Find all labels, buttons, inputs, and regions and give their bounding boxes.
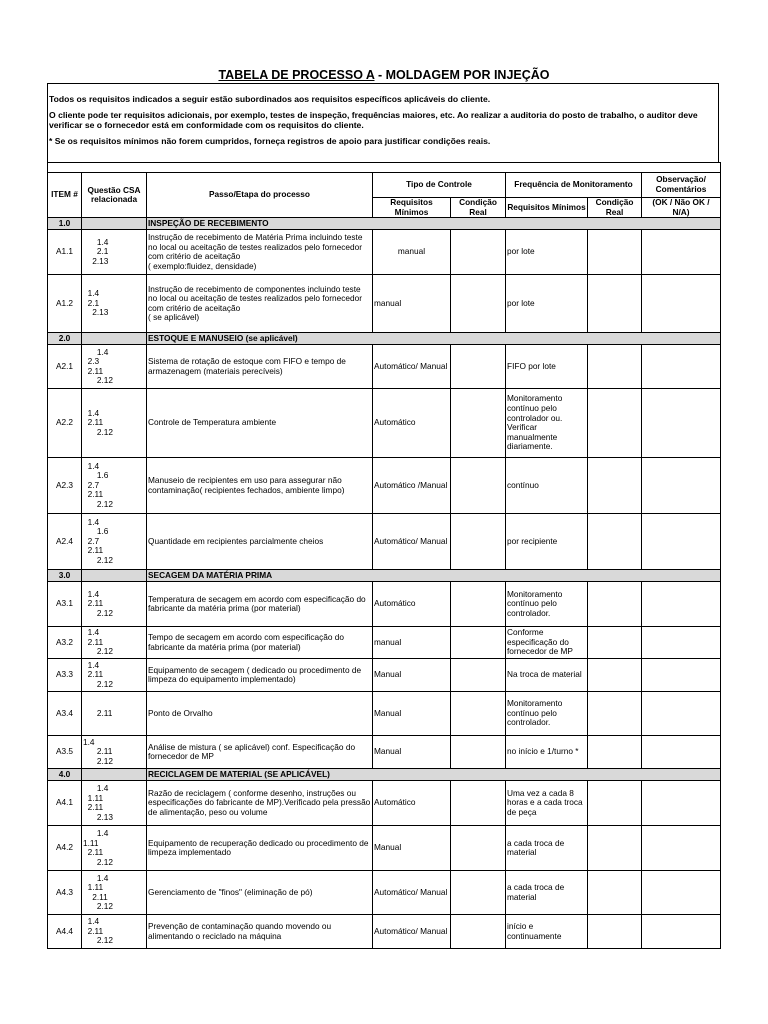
csa-question [82, 275, 147, 333]
section-number: 4.0 [48, 769, 82, 781]
observation-cell[interactable] [642, 736, 721, 769]
control-type-real[interactable] [451, 458, 506, 514]
process-step-text: Manuseio de recipientes em uso para assegurar não contaminação( recipientes fechados, ambiente limpo) [148, 475, 345, 495]
csa-question-text: 2.11 [83, 707, 113, 718]
control-type-min: manual [373, 275, 451, 333]
section-spacer [82, 333, 147, 345]
process-step [147, 736, 373, 769]
csa-question [82, 915, 147, 949]
csa-question [82, 389, 147, 458]
observation-cell[interactable] [642, 275, 721, 333]
section-number: 2.0 [48, 333, 82, 345]
process-step-text: Instrução de recebimento de componentes incluindo teste no local ou aceitação de testes realizados pelo fornecedor com critério de aceitação ( se aplicável) [148, 283, 363, 323]
csa-question [82, 345, 147, 389]
frequency-min: a cada troca de material [506, 871, 588, 915]
table-row [48, 230, 721, 275]
control-type-min: Manual [373, 826, 451, 871]
observation-cell[interactable] [642, 582, 721, 627]
frequency-real[interactable] [588, 230, 642, 275]
control-type-real[interactable] [451, 692, 506, 736]
process-step [147, 915, 373, 949]
csa-question-text: 1.4 2.11 2.12 [87, 627, 113, 657]
frequency-real[interactable] [588, 826, 642, 871]
header-ok: (OK / Não OK / N/A) [642, 198, 721, 218]
control-type-real[interactable] [451, 736, 506, 769]
csa-question [82, 736, 147, 769]
header-obs: Observação/ Comentários [642, 173, 721, 198]
frequency-real[interactable] [588, 345, 642, 389]
item-id: A3.2 [48, 627, 82, 659]
frequency-real[interactable] [588, 736, 642, 769]
section-spacer [82, 769, 147, 781]
process-step-text: Instrução de recebimento de Matéria Prima incluindo teste no local ou aceitação de testes realizados pelo fornecedor com critério de aceitação ( exemplo:fluidez, densidade) [148, 232, 363, 271]
csa-question-text: 1.4 2.11 2.12 [87, 916, 113, 946]
control-type-real[interactable] [451, 781, 506, 826]
header-passo: Passo/Etapa do processo [147, 173, 373, 218]
csa-question [82, 692, 147, 736]
process-step [147, 627, 373, 659]
section-title: ESTOQUE E MANUSEIO (se aplicável) [147, 333, 721, 345]
frequency-real[interactable] [588, 514, 642, 570]
item-id: A4.1 [48, 781, 82, 826]
table-row [48, 871, 721, 915]
observation-cell[interactable] [642, 230, 721, 275]
table-row [48, 345, 721, 389]
control-type-min: manual [373, 627, 451, 659]
control-type-real[interactable] [451, 230, 506, 275]
header-freq: Frequência de Monitoramento [506, 173, 642, 198]
process-step [147, 230, 373, 275]
process-step [147, 781, 373, 826]
process-step [147, 692, 373, 736]
control-type-real[interactable] [451, 826, 506, 871]
observation-cell[interactable] [642, 781, 721, 826]
spacer-row [48, 163, 721, 173]
header-tipo: Tipo de Controle [373, 173, 506, 198]
item-id: A2.3 [48, 458, 82, 514]
section-spacer [82, 570, 147, 582]
frequency-min: por lote [506, 275, 588, 333]
control-type-min: Automático/ Manual [373, 915, 451, 949]
observation-cell[interactable] [642, 871, 721, 915]
csa-question-text: 1.4 1.6 2.7 2.11 2.12 [87, 516, 113, 566]
table-row [48, 389, 721, 458]
observation-cell[interactable] [642, 826, 721, 871]
control-type-min: Automático /Manual [373, 458, 451, 514]
header-req-min-freq: Requisitos Mínimos [506, 198, 588, 218]
control-type-min: Automático/ Manual [373, 345, 451, 389]
csa-question [82, 230, 147, 275]
observation-cell[interactable] [642, 915, 721, 949]
csa-question-text: 1.4 1.11 2.11 2.12 [83, 828, 113, 867]
section-number: 3.0 [48, 570, 82, 582]
frequency-min: contínuo [506, 458, 588, 514]
header-cond-real-freq: Condição Real [588, 198, 642, 218]
csa-question-text: 1.4 2.11 2.12 [87, 588, 113, 618]
process-step [147, 659, 373, 692]
table-row [48, 582, 721, 627]
control-type-real[interactable] [451, 389, 506, 458]
frequency-real[interactable] [588, 659, 642, 692]
frequency-real[interactable] [588, 692, 642, 736]
process-step-text: Gerenciamento de "finos" (eliminação de pó) [148, 886, 313, 897]
csa-question-text: 1.4 1.11 2.11 2.12 [87, 872, 113, 912]
process-step [147, 458, 373, 514]
table-row [48, 627, 721, 659]
process-step-text: Equipamento de secagem ( dedicado ou procedimento de limpeza do equipamento implementado) [148, 664, 362, 685]
item-id: A3.4 [48, 692, 82, 736]
header-item: ITEM # [48, 173, 82, 218]
csa-question [82, 659, 147, 692]
process-step [147, 871, 373, 915]
csa-question [82, 627, 147, 659]
observation-cell[interactable] [642, 692, 721, 736]
process-step-text: Equipamento de recuperação dedicado ou procedimento de limpeza implementado [148, 837, 369, 858]
csa-question [82, 871, 147, 915]
header-questao: Questão CSA relacionada [82, 173, 147, 218]
observation-cell[interactable] [642, 514, 721, 570]
frequency-real[interactable] [588, 582, 642, 627]
process-step-text: Razão de reciclagem ( conforme desenho, instruções ou especificações do fabricante de MP).Verificado pela pressão de alimentação, peso ou volume [148, 787, 371, 817]
table-row [48, 915, 721, 949]
csa-question [82, 826, 147, 871]
header-cond-real: Condição Real [451, 198, 506, 218]
process-step-text: Tempo de secagem em acordo com especificação do fabricante da matéria prima (por material) [148, 632, 345, 652]
table-row [48, 458, 721, 514]
control-type-real[interactable] [451, 659, 506, 692]
table-row [48, 781, 721, 826]
frequency-real[interactable] [588, 389, 642, 458]
header-row-1 [48, 173, 721, 198]
frequency-min: início e continuamente [506, 915, 588, 949]
intro-paragraph-1: Todos os requisitos indicados a seguir estão subordinados aos requisitos específicos aplicáveis do cliente. [49, 94, 491, 104]
control-type-real[interactable] [451, 582, 506, 627]
observation-cell[interactable] [642, 627, 721, 659]
csa-question-text: 1.4 1.6 2.7 2.11 2.12 [87, 460, 113, 510]
item-id: A3.3 [48, 659, 82, 692]
control-type-min: Manual [373, 659, 451, 692]
frequency-min: Monitoramento contínuo pelo controlador. [506, 582, 588, 627]
section-row [48, 570, 721, 582]
csa-question-text: 1.4 2.1 2.13 [92, 236, 109, 266]
intro-box [47, 83, 719, 162]
frequency-real[interactable] [588, 627, 642, 659]
intro-paragraph-3: * Se os requisitos mínimos não forem cumpridos, forneça registros de apoio para justificar condições reais. [49, 136, 491, 146]
observation-cell[interactable] [642, 458, 721, 514]
process-step [147, 345, 373, 389]
process-step [147, 389, 373, 458]
item-id: A4.2 [48, 826, 82, 871]
section-row [48, 333, 721, 345]
control-type-min: Automático [373, 781, 451, 826]
table-row [48, 736, 721, 769]
intro-paragraph-2: O cliente pode ter requisitos adicionais, por exemplo, testes de inspeção, frequências maiores, etc. Ao realizar a auditoria do posto de trabalho, o auditor deve verificar se o fornecedor está em conformidade com os requisitos do cliente. [49, 110, 698, 130]
item-id: A4.4 [48, 915, 82, 949]
csa-question-text: 1.4 2.11 2.12 [83, 736, 113, 766]
process-step [147, 582, 373, 627]
frequency-min: Uma vez a cada 8 horas e a cada troca de peça [506, 781, 588, 826]
frequency-real[interactable] [588, 915, 642, 949]
control-type-min: Automático/ Manual [373, 871, 451, 915]
frequency-min: a cada troca de material [506, 826, 588, 871]
item-id: A4.3 [48, 871, 82, 915]
process-step-text: Quantidade em recipientes parcialmente cheios [148, 535, 324, 546]
observation-cell[interactable] [642, 345, 721, 389]
control-type-real[interactable] [451, 871, 506, 915]
frequency-real[interactable] [588, 275, 642, 333]
item-id: A2.1 [48, 345, 82, 389]
table-row [48, 692, 721, 736]
frequency-min: Monitoramento contínuo pelo controlador ou. Verificar manualmente diariamente. [506, 389, 588, 458]
observation-cell[interactable] [642, 659, 721, 692]
csa-question-text: 1.4 2.11 2.12 [87, 659, 113, 689]
control-type-min: Manual [373, 736, 451, 769]
section-spacer [82, 218, 147, 230]
control-type-min: Automático [373, 389, 451, 458]
csa-question [82, 458, 147, 514]
frequency-min: por recipiente [506, 514, 588, 570]
item-id: A3.5 [48, 736, 82, 769]
section-number: 1.0 [48, 218, 82, 230]
csa-question-text: 1.4 2.11 2.12 [87, 407, 113, 437]
process-step-text: Análise de mistura ( se aplicável) conf. Especificação do fornecedor de MP [148, 741, 356, 762]
process-step-text: Ponto de Orvalho [148, 707, 213, 718]
control-type-real[interactable] [451, 275, 506, 333]
section-row [48, 218, 721, 230]
process-step [147, 275, 373, 333]
table-row [48, 514, 721, 570]
section-row [48, 769, 721, 781]
frequency-real[interactable] [588, 871, 642, 915]
process-step-text: Sistema de rotação de estoque com FIFO e tempo de armazenagem (materiais perecíveis) [148, 356, 346, 376]
process-step [147, 514, 373, 570]
frequency-min: no início e 1/turno * [506, 736, 588, 769]
frequency-real[interactable] [588, 781, 642, 826]
section-title: RECICLAGEM DE MATERIAL (SE APLICÁVEL) [147, 769, 721, 781]
frequency-min: Conforme especificação do fornecedor de MP [506, 627, 588, 659]
csa-question-text: 1.4 2.3 2.11 2.12 [87, 346, 113, 386]
control-type-min: Manual [373, 692, 451, 736]
control-type-real[interactable] [451, 915, 506, 949]
frequency-min: FIFO por lote [506, 345, 588, 389]
process-step-text: Controle de Temperatura ambiente [148, 417, 277, 428]
process-step [147, 826, 373, 871]
control-type-min: manual [373, 230, 451, 275]
csa-question [82, 514, 147, 570]
csa-question-text: 1.4 2.1 2.13 [87, 288, 109, 318]
process-step-text: Prevenção de contaminação quando movendo ou alimentando o reciclado na máquina [148, 921, 332, 941]
csa-question [82, 781, 147, 826]
item-id: A3.1 [48, 582, 82, 627]
csa-question [82, 582, 147, 627]
control-type-min: Automático/ Manual [373, 514, 451, 570]
item-id: A1.2 [48, 275, 82, 333]
section-title: SECAGEM DA MATÉRIA PRIMA [147, 570, 721, 582]
table-row [48, 659, 721, 692]
table-row [48, 275, 721, 333]
header-req-min: Requisitos Mínimos [373, 198, 451, 218]
page-title: TABELA DE PROCESSO A - MOLDAGEM POR INJEÇÃO [218, 68, 550, 82]
process-table [47, 162, 721, 949]
observation-cell[interactable] [642, 389, 721, 458]
table-row [48, 826, 721, 871]
control-type-real[interactable] [451, 514, 506, 570]
csa-question-text: 1.4 1.11 2.11 2.13 [87, 783, 113, 822]
control-type-min: Automático [373, 582, 451, 627]
frequency-min: Na troca de material [506, 659, 588, 692]
frequency-real[interactable] [588, 458, 642, 514]
item-id: A2.2 [48, 389, 82, 458]
control-type-real[interactable] [451, 345, 506, 389]
item-id: A2.4 [48, 514, 82, 570]
control-type-real[interactable] [451, 627, 506, 659]
item-id: A1.1 [48, 230, 82, 275]
frequency-min: por lote [506, 230, 588, 275]
section-title: INSPEÇÃO DE RECEBIMENTO [147, 218, 721, 230]
process-step-text: Temperatura de secagem em acordo com especificação do fabricante da matéria prima (por material) [148, 593, 366, 614]
frequency-min: Monitoramento contínuo pelo controlador. [506, 692, 588, 736]
